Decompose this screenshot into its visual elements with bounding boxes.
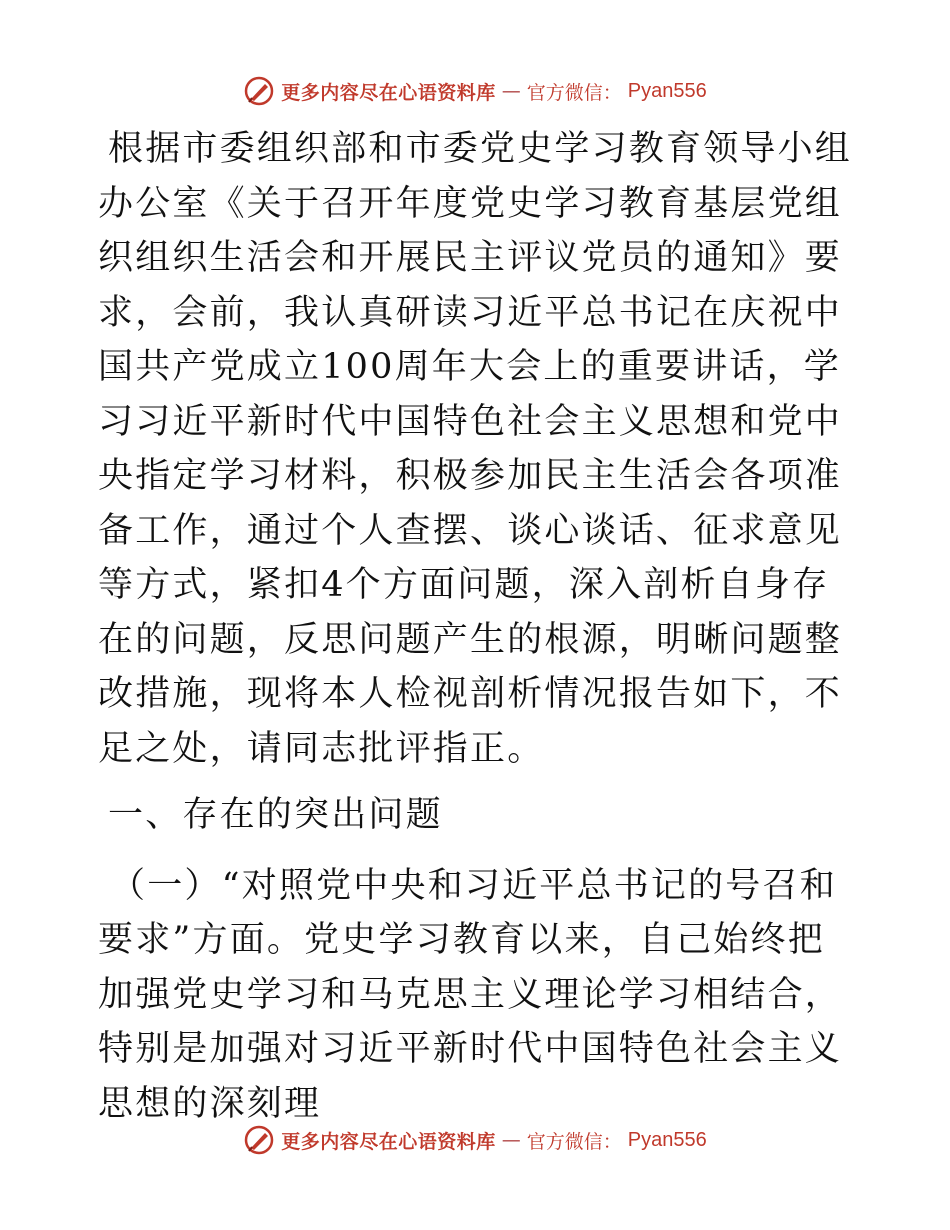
watermark-site-text: 更多内容尽在心语资料库 bbox=[281, 81, 496, 104]
watermark-site-text: 更多内容尽在心语资料库 bbox=[281, 1130, 496, 1153]
watermark-header bbox=[0, 71, 950, 111]
quill-pen-circle-icon bbox=[243, 1124, 275, 1156]
body-paragraph-intro: 根据市委组织部和市委党史学习教育领导小组办公室《关于召开年度党史学习教育基层党组织组织生活会和开展民主评议党员的通知》要求，会前，我认真研读习近平总书记在庆祝中国共产党成立100周年大会上的重要讲话，学习习近平新时代中国特色社会主义思想和党中央指定学习材料，积极参加民主生活会各项准备工作，通过个人查摆、谈心谈话、征求意见等方式，紧扣4个方面问题，深入剖析自身存在的问题，反思问题产生的根源，明晰问题整改措施，现将本人检视剖析情况报告如下，不足之处，请同志批评指正。 bbox=[98, 129, 853, 769]
body-paragraph-section-1: （一）“对照党中央和习近平总书记的号召和要求”方面。党史学习教育以来，自己始终把加强党史学习和马克思主义理论学习相结合，特别是加强对习近平新时代中国特色社会主义思想的深刻理 bbox=[98, 865, 843, 1124]
watermark-wechat-id: Pyan556 bbox=[627, 79, 707, 102]
watermark-official-label: 官方微信： bbox=[526, 1130, 622, 1153]
quill-pen-circle-icon bbox=[243, 75, 275, 107]
watermark-footer bbox=[0, 1120, 950, 1160]
watermark-official-label: 官方微信： bbox=[526, 81, 622, 104]
watermark-separator: — bbox=[501, 80, 521, 102]
watermark-wechat-id: Pyan556 bbox=[627, 1128, 707, 1151]
document-body bbox=[98, 122, 858, 1131]
watermark-separator: — bbox=[501, 1129, 521, 1151]
section-heading-problems: 一、存在的突出问题 bbox=[108, 795, 443, 835]
